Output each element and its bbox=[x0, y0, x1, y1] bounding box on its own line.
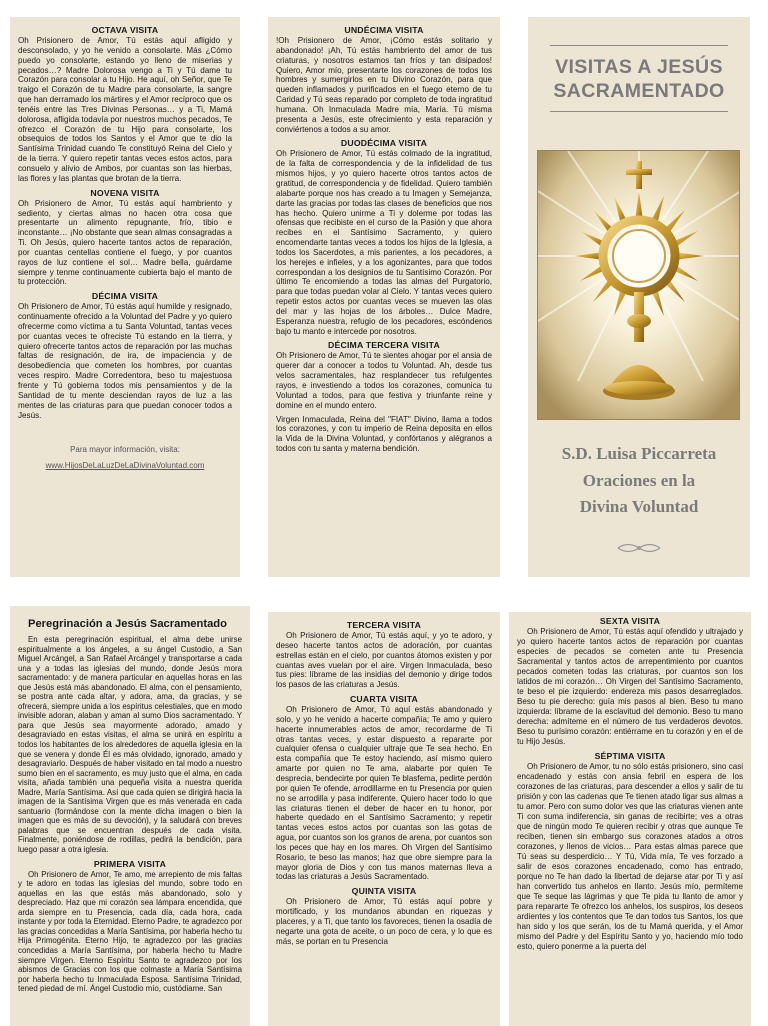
divider bbox=[550, 45, 728, 46]
cover-title bbox=[528, 55, 750, 103]
visit-heading: OCTAVA VISITA bbox=[91, 25, 159, 35]
visit-text: Oh Prisionero de Amor, Tú estás colmado de la ingratitud, de la falta de correspondencia y de la infidelidad de tus mismos hijos, y yo quiero hacerte otros tantos actos de gratitud, de correspondencia y de fidelidad. Quiero también alabarte porque nos has creado a tu Imagen y Semejanza, darte las gracias por todas las clases de beneficios que nos has hecho. Quiero unirme a Ti y dolerme por todas las ofensas que recibiste en el curso de la Pasión y que ahora recibes en el Santísimo Sacramento, y quiero encomendarte tantas veces a todos los hijos de la Iglesia, a todos los Sacerdotes, a mis parientes, a los pecadores, a los herejes e infieles, y a los agonizantes, para que todos correspondan a los designios de tu Santísimo Corazón. Por último Te encomiendo a todas las almas del Purgatorio, para que todas puedan volar al Cielo. Y tantas veces quiero repetir estos actos por cuantas veces se mueven las olas del mar y las hojas de los árboles… Dulce Madre, Esperanza nuestra, refugio de los pecadores, escóndenos bajo tu manto e intercede por nosotros. bbox=[276, 149, 492, 336]
subtitle-line: Divina Voluntad bbox=[579, 497, 699, 516]
monstrance-icon bbox=[537, 150, 740, 420]
visit-text: Oh Prisionero de Amor, Tú estás aquí, y yo te adoro, y deseo hacerte tantos actos de adoración, por cuantas estrellas están en el cielo, por cuantos átomos existen y por cuantas aves vuelan por el aire. Virgen Inmaculada, beso tus pies: líbrame de las insidias del demonio y dirige todos los pasos de las criaturas a Jesús. bbox=[276, 631, 492, 690]
website-link[interactable]: www.HijosDeLaLuzDeLaDivinaVoluntad.com bbox=[45, 461, 205, 471]
visit-heading: CUARTA VISITA bbox=[349, 694, 419, 705]
visit-section bbox=[517, 751, 743, 952]
cover-title-line: VISITAS A JESÚS bbox=[555, 56, 723, 78]
cover-title-line: SACRAMENTADO bbox=[553, 80, 725, 102]
page-title: Peregrinación a Jesús Sacramentado bbox=[28, 618, 227, 630]
visit-heading: SÉPTIMA VISITA bbox=[594, 751, 666, 761]
visit-text: Oh Prisionero de Amor, Tú aquí estás abandonado y solo, y yo he venido a hacerte compañía; Te amo y quiero hacerte innumerables actos de amor, recordarme de Ti otras tantas veces, y estar dispuesto a repararte por cualquier ofensa o cualquier ultraje que Te sea hecho. En esta compañía que Te estoy haciendo, así mismo quiero amarte por quien no Te ama, alabarte por quien Te desprecia, bendecirte por quien Te blasfema, pedirte perdón por quien Te ofende, arrodillarme en tu Presencia por quien no se arrodilla y pasa indiferente. Quiero hacer todo lo que las criaturas tienen el deber de hacer en tu honor, por haberte quedado en el Santísimo Sacramento; y repetir tantas veces estos actos por cuantas son las gotas de agua, por cuantos son los granos de arena, por cuantos son los peces que hay en los mares. Oh Virgen del Santísimo Rosario, te beso las manos; haz que obre siempre para la mayor gloria de Dios y con tus manos maternas lleva a todas las criaturas a Jesús Sacramentado. bbox=[276, 705, 492, 882]
virgin-prayer-text: Virgen Inmaculada, Reina del "FIAT" Divino, llama a todos los corazones, y con tu imperio de Reina deposita en ellos la Vida de la Divina Voluntad, y confórtanos y alégranos a todos con tu santa y materna bendición. bbox=[276, 414, 492, 454]
visit-text: Oh Prisionero de Amor, Tú estás aquí afligido y desconsolado, y yo he venido a consolarte. Más ¿Cómo puedo yo consolarte, estando yo lleno de miserias y pecados…? Madre Dolorosa vengo a Ti y Tú dame tu Corazón para consolar a tu Hijo. He aquí, oh Señor, que Te traigo el Corazón de tu Madre para consolarte, la sangre que han derramado los mártires y el Amor recíproco que os tenéis entre las Tres Divinas Personas… y a Ti, Mamá dolorosa, afligida todavía por nuestros muchos pecados, Te ofrezco el Corazón de tu Hijo para consolarte, los obsequios de todos los Santos y el Amor que te dio la Santísima Trinidad cuando Te constituyó Reina del Cielo y de la tierra. Y quiero repetir tantas veces estos actos, para consuelo y alivio de Ambos, por cuantas son las hierbas, las flores y las plantas que brotan de la tierra. bbox=[18, 36, 232, 183]
intro-text: En esta peregrinación espiritual, el alma debe unirse espiritualmente a los ángeles, a su ángel Custodio, a San Miguel Arcángel, a San Rafael Arcángel y transportarse a cada una y a todas las iglesias del mundo, donde Jesús mora sacramentado: y de manera particular en aquellas horas en las que Jesús está más abandonado. El alma, con el pensamiento, se postra ante cada altar, y adora, ama, da gracias, y se ofrecerá, siempre unida a los espíritus celestiales, que en modo invisible adoran, alaban y aman al sumo Dios sacramentado. Y para que Jesús sea mayormente adorado, amado y desagraviado en estas visitas, el alma se unirá en espíritu a todos los habitantes de los alrededores de aquella iglesia en la que se venera y donde Él es más olvidado, ignorado, amado y desagraviarlo. Después de haber visitado en tal modo a nuestro sumo bien en el sacramento, es muy justo que el alma, en cada visita, añada también una pequeña visita a nuestra querida Madre, María Santísima. Así que cada quien se dirigirá hacia la imagen de la Santísima Virgen que es más venerada en cada santuario (formándose con la mente dicha imagen o bien la imagen que es más de su devoción), y la saludará con breves palabras que se encuentran después de cada visita. Finalmente, poniéndose de rodillas, pedirá la bendición, para luego pasar a otra iglesia. bbox=[18, 635, 242, 855]
author-name: S.D. Luisa Piccarreta bbox=[561, 444, 717, 463]
visit-text: Oh Prisionero de Amor, Tú estás aquí humilde y resignado, continuamente ofrecido a la Voluntad del Padre y yo quiero ofrecerme como víctima a tu Santa Voluntad, tantas veces por cuantas veces te ofreciste Tú estando en la tierra, y quiero ofrecerte tantos actos de reparación por las muchas faltas de resignación, de ira, de impaciencia y de desobediencia que cometen los hombres, por cuantas veces respiro. Madre Corredentora, beso tu majestuosa frente y Tú gobierna todos mis pensamientos y de la Santidad de tu mente desciendan rayos de luz a las mentes de las criaturas para que puedan conocer todos a Jesús. bbox=[18, 302, 232, 420]
visit-section bbox=[276, 886, 492, 946]
visit-section bbox=[18, 291, 232, 420]
visit-text: Oh Prisionero de Amor, Tú estás aquí ofendido y ultrajado y yo quiero hacerte tantos actos de reparación por cuantas especies de pecados se cometen ante tu Presencia Sacramental y tantos actos de arrepentimiento por cuantos pecados cometen todas las criaturas, por cuantos son los latidos de mi corazón… Oh Virgen del Santísimo Sacramento, te beso el pie izquierdo: endereza mis pasos desarreglados. Beso tu pie derecho: guía mis pasos al bien. Beso tu mano izquierda: líbrame de la esclavitud del demonio. Beso tu mano derecha: admíteme en el número de tus verdaderos devotos. Beso tu purísimo corazón: entiérrame en tu corazón y en el de tu Hijo Jesús. bbox=[517, 627, 743, 746]
visit-section bbox=[517, 616, 743, 747]
panel-undecima-decimatercera bbox=[268, 17, 500, 577]
visit-heading: DÉCIMA VISITA bbox=[91, 291, 159, 302]
visit-heading: UNDÉCIMA VISITA bbox=[344, 25, 424, 35]
flourish-ornament-icon bbox=[616, 541, 662, 555]
cover-panel bbox=[528, 17, 750, 577]
visit-text: !Oh Prisionero de Amor, ¡Cómo estás solitario y abandonado! ¡Ah, Tú estás hambriento del amor de tus criaturas, y nosotros estamos tan fríos y tan disipados! Quiero, Amor mío, presentarte los corazones de todos los hombres y sumergirlos en tu Divino Corazón, para que queden inflamados y purificados en el fuego eterno de tu Caridad y Tú seas reparado por completo de toda ingratitud humana. Oh Inmaculada Madre mía, María. Tú misma presenta a Jesús, este ofrecimiento y esta reparación y conviértenos a todos a su amor. bbox=[276, 36, 492, 134]
visit-section bbox=[276, 694, 492, 882]
visit-heading: PRIMERA VISITA bbox=[93, 858, 167, 869]
visit-heading: DUODÉCIMA VISITA bbox=[340, 138, 428, 149]
more-info bbox=[18, 442, 232, 474]
subtitle-line: Oraciones en la bbox=[582, 470, 696, 490]
visit-text: Oh Prisionero de Amor, tu no sólo estás prisionero, sino casi encadenado y estás con ansia febril en espera de los corazones de las criaturas, para descender a ellos y salir de tu prisión y con las cadenas que Te tienen atado ligar sus almas a tu amor. Pero con sumo dolor ves que las criaturas vienen ante Ti con suma indiferencia, sin ganas de recibirte; ves a otras que de ningún modo Te quieren recibir y otras que aunque Te reciben, tienen sin embargo sus corazones atados a otros corazones, y llenos de vicios… Para estas almas parece que Tú seas su desperdicio… Y Tú, Vida mía, Te ves forzado a salir de esos corazones encadenado, como has entrado, porque no Te han dado la libertad de dejarse atar por Ti y así han convertido tus anhelos en llanto. Jesús mío, permíteme que Te seque las lágrimas y que Te pida tu llanto de amor y para repararte Te ofrezco los anhelos, los suspiros, los deseos ardientes y los contentos que Te dan todos tus Santos, los que han sido y los que serán, los de tu Mamá querida, y el Amor mismo del Padre y del Espíritu Santo y yo, haciendo mío todo esto, quiero ponerme a la puerta del bbox=[517, 762, 743, 951]
visit-text: Oh Prisionero de Amor, Tú estás aquí pobre y mortificado, y los mundanos abundan en riquezas y placeres, y a Ti, que tanto los favoreces, tienen la osadía de negarte una gota de aceite, o un poco de cera, y lo que es más, se portan en tu Presencia bbox=[276, 897, 492, 946]
panel-octava-decima bbox=[10, 17, 240, 577]
visit-section bbox=[18, 25, 232, 184]
cover-subtitle bbox=[528, 441, 750, 521]
panel-sexta-septima bbox=[509, 612, 751, 1026]
visit-heading: DÉCIMA TERCERA VISITA bbox=[328, 340, 440, 351]
visit-heading: TERCERA VISITA bbox=[346, 620, 422, 630]
visit-text: Oh Prisionero de Amor, Tú estás aquí hambriento y sediento, y ciertas almas no hacen otra cosa que presentarte un alimento repugnante, frío, tibio e inconstante… ¡No obstante que sean almas consagradas a Ti. Oh Jesús, quiero hacerte tantos actos de reparación, por cuantas centellas contiene el fuego, y por cuantos rayos de luz contiene el sol… Madre bella, guárdame siempre y tenme continuamente cubierta bajo el manto de tu protección. bbox=[18, 198, 232, 287]
visit-section bbox=[276, 138, 492, 336]
visit-heading: SEXTA VISITA bbox=[599, 616, 661, 626]
visit-section bbox=[276, 25, 492, 134]
visit-text: Oh Prisionero de Amor, Te amo, me arrepiento de mis faltas y te adoro en todas las iglesias del mundo, sobre todo en aquellas en las que estás más abandonado, solo y despreciado. Haz que mi corazón sea lámpara encendida, que arda siempre en tu Presencia, cada día, cada hora, cada instante y por toda la Eternidad. Eterno Padre, te agradezco por las gracias concedidas a María Santísima, por haberla hecho tu Hija Primogénita. Eterno Hijo, te agradezco por las gracias concedidas a María Santísima, por haberla hecho tu Madre siempre Virgen. Eterno Espíritu Santo te agradezco por los abismos de Gracias con los que colmaste a María Santísima por haberla hecho tu Inmaculada Esposa. Santísima Trinidad, tened piedad de mí. Ángel Custodio mío, custódiame. San bbox=[18, 869, 242, 994]
more-info-label: Para mayor información, visita: bbox=[70, 445, 180, 455]
visit-section bbox=[276, 340, 492, 410]
panel-peregrinacion bbox=[10, 606, 250, 1026]
panel-tercera-quinta bbox=[268, 612, 500, 1026]
visit-text: Oh Prisionero de Amor, Tú te sientes ahogar por el ansia de querer dar a conocer a todos tu Voluntad. Ah, desde tus velos sacramentales, haz resplandecer tus refulgentes rayos, e investiendo a todos los corazones, comunica tu Voluntad a todos, para que festiva y triunfante reine y domine en el mundo entero. bbox=[276, 351, 492, 410]
visit-heading: NOVENA VISITA bbox=[90, 187, 160, 198]
visit-section bbox=[18, 188, 232, 288]
divider bbox=[550, 111, 728, 112]
visit-heading: QUINTA VISITA bbox=[351, 886, 417, 897]
visit-section bbox=[276, 620, 492, 690]
